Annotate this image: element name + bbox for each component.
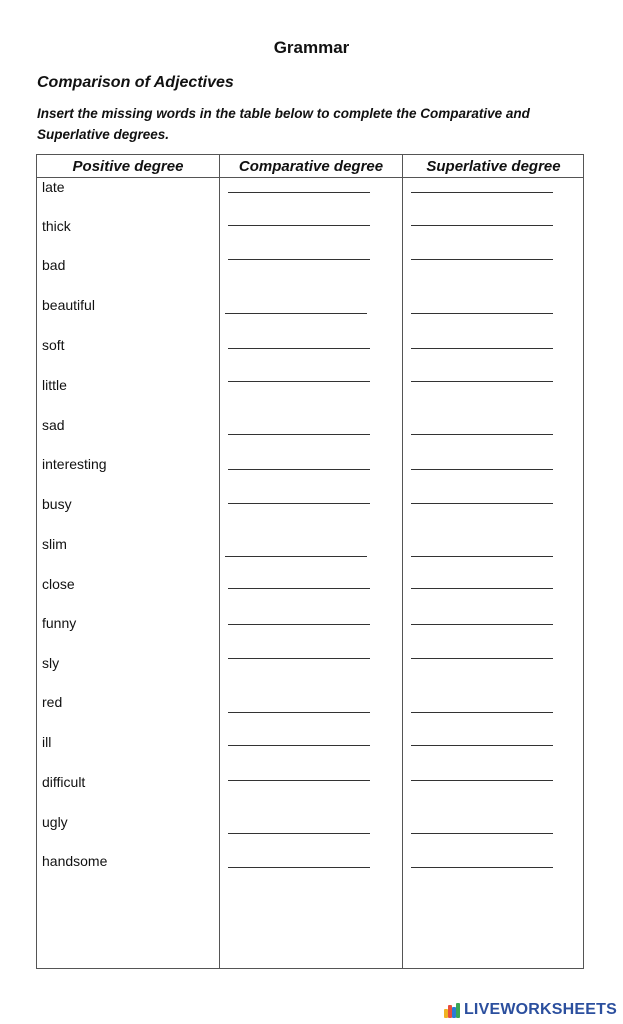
- positive-word: interesting: [42, 456, 107, 472]
- instructions-text: Insert the missing words in the table below to complete the Comparative and Superlative degrees.: [37, 106, 530, 142]
- positive-word: thick: [42, 218, 71, 234]
- liveworksheets-footer: [444, 1001, 617, 1019]
- superlative-blank[interactable]: [411, 348, 553, 349]
- comparative-blank[interactable]: [228, 624, 370, 625]
- positive-word: late: [42, 179, 65, 195]
- superlative-blank[interactable]: [411, 833, 553, 834]
- page-title: Grammar: [273, 38, 350, 57]
- positive-word: funny: [42, 615, 77, 631]
- positive-word: ugly: [42, 814, 68, 830]
- comparative-blank[interactable]: [228, 192, 370, 193]
- positive-word: red: [42, 694, 63, 710]
- superlative-blank[interactable]: [411, 469, 553, 470]
- superlative-blank[interactable]: [411, 313, 553, 314]
- header-divider: [37, 177, 583, 178]
- comparative-blank[interactable]: [228, 381, 370, 382]
- comparative-blank[interactable]: [228, 833, 370, 834]
- superlative-blank[interactable]: [411, 192, 553, 193]
- positive-word: handsome: [42, 853, 108, 869]
- superlative-blank[interactable]: [411, 225, 553, 226]
- comparative-blank[interactable]: [228, 867, 370, 868]
- comparative-blank[interactable]: [228, 225, 370, 226]
- adjectives-table: [36, 154, 584, 969]
- superlative-blank[interactable]: [411, 867, 553, 868]
- superlative-blank[interactable]: [411, 381, 553, 382]
- column-divider: [219, 155, 220, 968]
- positive-word: sly: [42, 655, 60, 671]
- comparative-blank[interactable]: [228, 469, 370, 470]
- comparative-blank[interactable]: [228, 745, 370, 746]
- comparative-blank[interactable]: [228, 658, 370, 659]
- header-positive: Positive degree: [72, 158, 184, 175]
- positive-word: difficult: [42, 774, 86, 790]
- header-comparative: Comparative degree: [238, 158, 384, 175]
- positive-word: beautiful: [42, 297, 95, 313]
- comparative-blank[interactable]: [228, 588, 370, 589]
- comparative-blank[interactable]: [228, 780, 370, 781]
- superlative-blank[interactable]: [411, 658, 553, 659]
- positive-word: ill: [42, 734, 52, 750]
- positive-word: busy: [42, 496, 72, 512]
- positive-word: sad: [42, 417, 65, 433]
- positive-word: close: [42, 576, 75, 592]
- header-superlative: Superlative degree: [426, 158, 561, 175]
- liveworksheets-logo-icon: [444, 1002, 462, 1018]
- brand-name: LIVEWORKSHEETS: [463, 1001, 617, 1018]
- section-subtitle: Comparison of Adjectives: [37, 74, 234, 91]
- positive-word: soft: [42, 337, 65, 353]
- positive-word: little: [42, 377, 67, 393]
- column-divider: [402, 155, 403, 968]
- superlative-blank[interactable]: [411, 556, 553, 557]
- comparative-blank[interactable]: [225, 313, 367, 314]
- superlative-blank[interactable]: [411, 780, 553, 781]
- positive-word: slim: [42, 536, 67, 552]
- comparative-blank[interactable]: [228, 712, 370, 713]
- superlative-blank[interactable]: [411, 624, 553, 625]
- superlative-blank[interactable]: [411, 434, 553, 435]
- comparative-blank[interactable]: [228, 348, 370, 349]
- superlative-blank[interactable]: [411, 745, 553, 746]
- positive-word: bad: [42, 257, 66, 273]
- comparative-blank[interactable]: [228, 259, 370, 260]
- superlative-blank[interactable]: [411, 503, 553, 504]
- comparative-blank[interactable]: [225, 556, 367, 557]
- comparative-blank[interactable]: [228, 434, 370, 435]
- superlative-blank[interactable]: [411, 588, 553, 589]
- comparative-blank[interactable]: [228, 503, 370, 504]
- superlative-blank[interactable]: [411, 712, 553, 713]
- superlative-blank[interactable]: [411, 259, 553, 260]
